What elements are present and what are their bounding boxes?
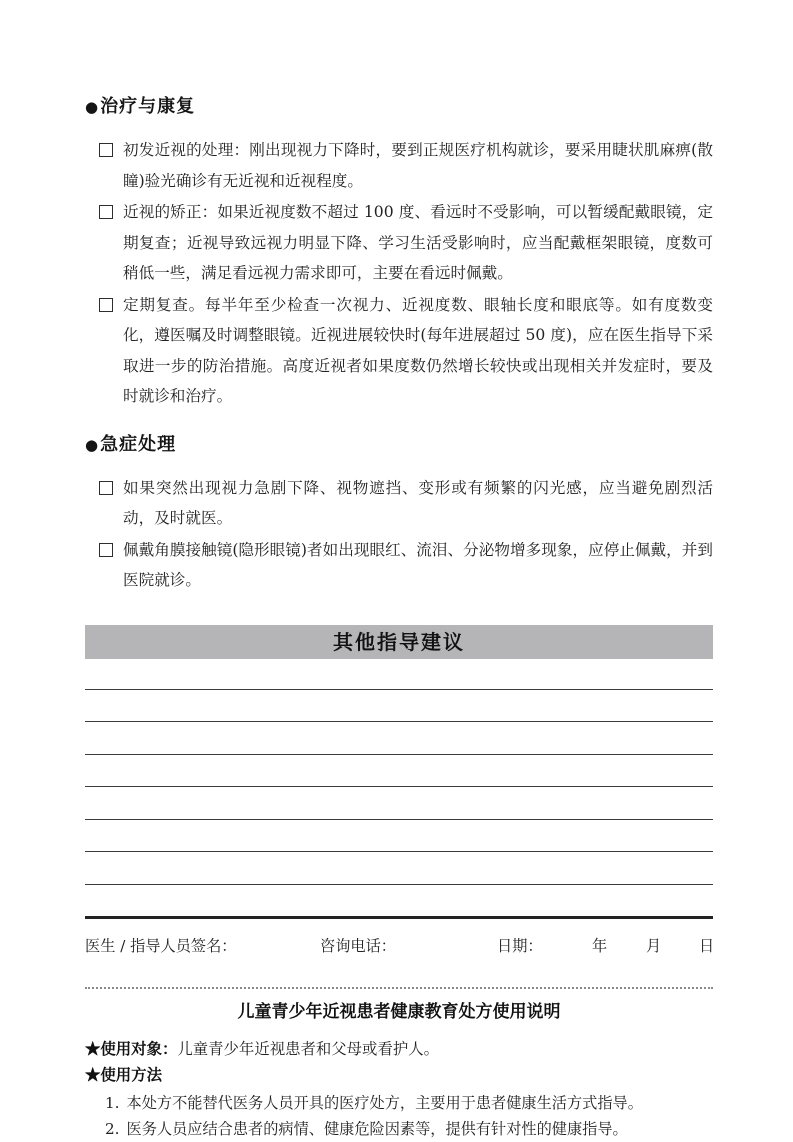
item-number: 1.	[105, 1094, 120, 1112]
checklist-item	[99, 535, 713, 596]
dotted-divider	[85, 987, 713, 989]
checklist-item-text: 如果突然出现视力急剧下降、视物遮挡、变形或有频繁的闪光感，应当避免剧烈活动，及时就医。	[123, 478, 713, 527]
writing-line	[85, 721, 713, 722]
writing-line-bottom	[85, 916, 713, 919]
section-heading-text: 急症处理	[100, 433, 177, 455]
writing-line	[85, 786, 713, 787]
writing-lines-area	[85, 689, 713, 920]
treatment-checklist	[99, 135, 713, 412]
date-label: 日期：	[497, 937, 543, 955]
item-text: 本处方不能替代医务人员开具的医疗处方，主要用于患者健康生活方式指导。	[126, 1094, 643, 1112]
checklist-item-text: 初发近视的处理：刚出现视力下降时，要到正规医疗机构就诊，要采用睫状肌麻痹(散瞳)验光确诊有无近视和近视程度。	[123, 141, 713, 190]
checklist-item-text: 佩戴角膜接触镜(隐形眼镜)者如出现眼红、流泪、分泌物增多现象，应停止佩戴，并到医院就诊。	[123, 540, 713, 589]
checklist-item	[99, 473, 713, 534]
section-heading-treatment	[85, 96, 713, 118]
writing-line	[85, 884, 713, 885]
other-guidance-banner	[85, 625, 713, 659]
writing-line	[85, 819, 713, 820]
day-label: 日	[699, 937, 715, 955]
section-heading-emergency	[85, 434, 713, 456]
writing-line	[85, 851, 713, 852]
usage-title: 儿童青少年近视患者健康教育处方使用说明	[237, 1002, 561, 1022]
usage-method-list	[105, 1090, 713, 1142]
usage-target-text: 儿童青少年近视患者和父母或看护人。	[177, 1040, 440, 1058]
checklist-item	[99, 290, 713, 412]
checkbox-icon[interactable]	[99, 481, 113, 495]
usage-target-label: ★使用对象：	[85, 1040, 178, 1058]
checkbox-icon[interactable]	[99, 543, 113, 557]
item-text: 医务人员应结合患者的病情、健康危险因素等，提供有针对性的健康指导。	[126, 1120, 628, 1138]
month-label: 月	[646, 937, 662, 955]
year-label: 年	[592, 937, 608, 955]
checklist-item-text: 定期复查。每半年至少检查一次视力、近视度数、眼轴长度和眼底等。如有度数变化，遵医嘱及时调整眼镜。近视进展较快时(每年进展超过 50 度)，应在医生指导下采取进一步的防治措施。高度近视者如果度数仍然增长较快或出现相关并发症时，要及时就诊和治疗。	[123, 295, 713, 405]
emergency-checklist	[99, 473, 713, 596]
checkbox-icon[interactable]	[99, 205, 113, 219]
bullet-icon: ●	[85, 98, 100, 116]
writing-line	[85, 754, 713, 755]
checkbox-icon[interactable]	[99, 298, 113, 312]
usage-target-line	[85, 1037, 713, 1061]
checklist-item	[99, 197, 713, 289]
checklist-item	[99, 135, 713, 196]
usage-method-item	[105, 1090, 713, 1116]
item-number: 2.	[105, 1120, 120, 1138]
writing-line	[85, 689, 713, 690]
checkbox-icon[interactable]	[99, 143, 113, 157]
usage-method-label: ★使用方法	[85, 1066, 162, 1084]
phone-label: 咨询电话：	[320, 937, 396, 955]
section-heading-text: 治疗与康复	[100, 96, 196, 117]
other-guidance-title: 其他指导建议	[333, 629, 465, 654]
signature-row	[85, 935, 713, 957]
checklist-item-text: 近视的矫正：如果近视度数不超过 100 度、看远时不受影响，可以暂缓配戴眼镜，定期复查；近视导致远视力明显下降、学习生活受影响时，应当配戴框架眼镜，度数可稍低一些，满足看远视力需求即可，主要在看远时佩戴。	[123, 203, 713, 282]
document-page	[85, 0, 715, 1138]
usage-method-item	[105, 1116, 713, 1142]
bullet-icon: ●	[85, 435, 100, 454]
doctor-signature-label: 医生 / 指导人员签名：	[85, 937, 237, 955]
